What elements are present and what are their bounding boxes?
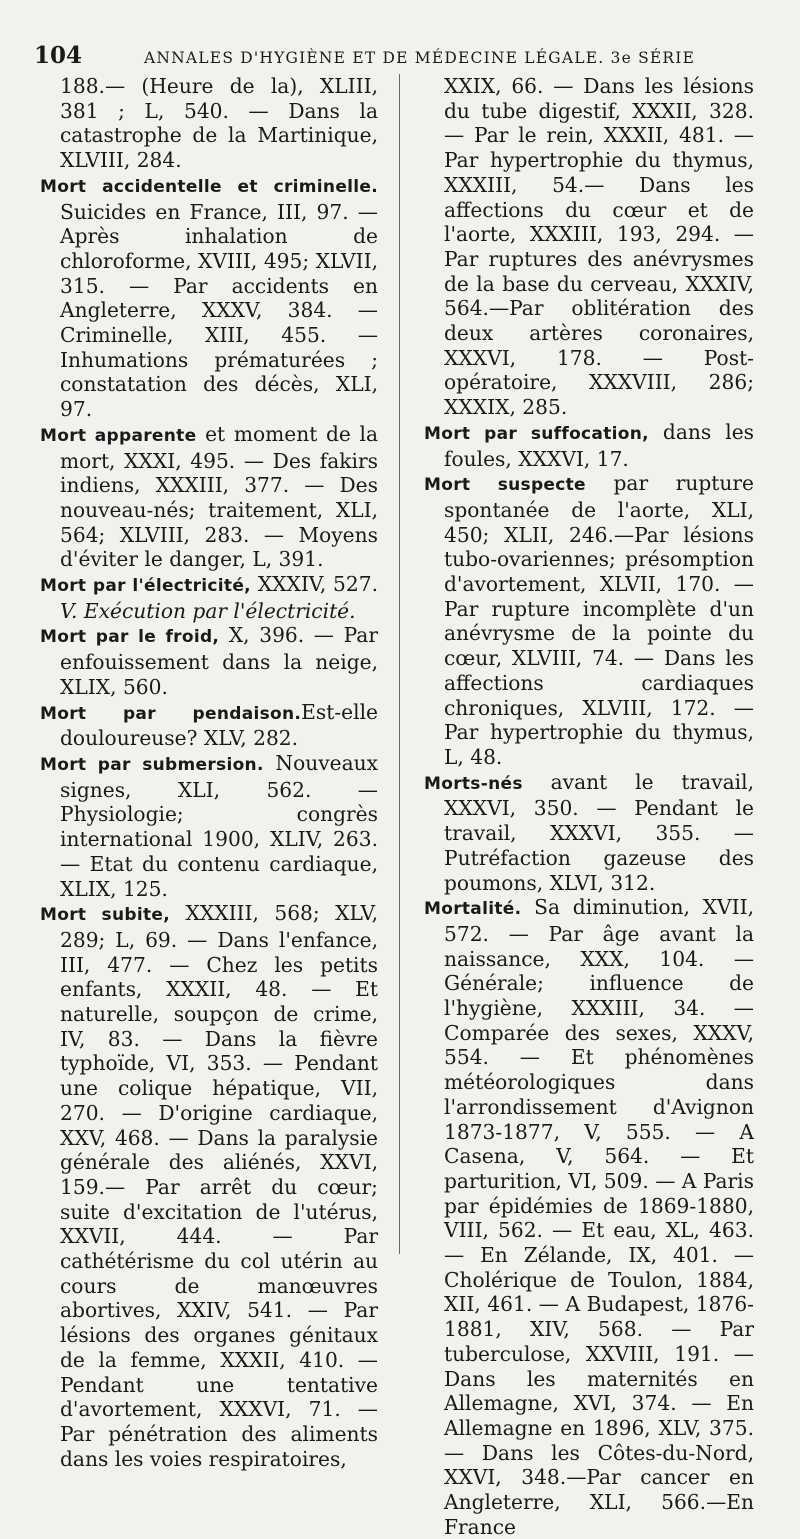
entry-text: Sa diminution, XVII, 572. — Par âge avant la naissance, XXX, 104. — Générale; influence de l'hygiène, XXXIII, 34. — Comparée des sexes, XXXV, 554. — Et phénomènes météorologiques dans l'arrondissement d'Avignon 1873-1877, V, 555. — A Casena, V, 564. — Et parturition, VI, 509. — A Paris par épidémies de 1869-1880, VIII, 562. — Et eau, XL, 463. — En Zélande, IX, 401. — Cholérique de Toulon, 1884, XII, 461. — A Budapest, 1876-1881, XIV, 568. — Par tuberculose, XXVIII, 191. — Dans les maternités en Allemagne, XVI, 374. — En Allemagne en 1896, XLV, 375. — Dans les Côtes-du-Nord, XXVI, 348.—Par cancer en Angleterre, XLI, 566.—En France [444, 895, 754, 1539]
entry-text: avant le travail, XXXVI, 350. — Pendant le travail, XXXVI, 355. — Putréfaction gazeuse des poumons, XLVI, 312. [444, 769, 754, 895]
index-entry [424, 770, 754, 896]
entry-heading: Mort par pendaison. [40, 703, 302, 724]
index-entry [424, 420, 754, 471]
entry-text: XXXIII, 568; XLV, 289; L, 69. — Dans l'enfance, III, 477. — Chez les petits enfants, XXXII, 48. — Et naturelle, soupçon de crime, IV, 83. — Dans la fièvre typhoïde, VI, 353. — Pendant une colique hépatique, VII, 270. — D'origine cardiaque, XXV, 468. — Dans la paralysie générale des aliénés, XXVI, 159.— Par arrêt du cœur; suite d'excitation de l'utérus, XXVII, 444. — Par cathétérisme du col utérin au cours de manœuvres abortives, XXIV, 541. — Par lésions des organes génitaux de la femme, XXXII, 410. — Pendant une tentative d'avortement, XXXVI, 71. — Par pénétration des aliments dans les voies respiratoires, [60, 901, 378, 1471]
entry-text: dans les foules, XXXVI, 17. [444, 419, 754, 471]
right-column [424, 74, 754, 1539]
entry-heading: Morts-nés [424, 773, 523, 794]
index-entry [424, 471, 754, 769]
entry-text: 188.— (Heure de la), XLIII, 381 ; L, 540. — Dans la catastrophe de la Martinique, XLVIII, 284. [60, 74, 378, 173]
index-entry [40, 901, 378, 1471]
column-divider [399, 74, 400, 1254]
index-entry [40, 751, 378, 901]
entry-heading: Mort accidentelle et criminelle. [40, 176, 378, 197]
index-entry [424, 74, 754, 420]
entry-heading: Mort apparente [40, 425, 197, 446]
index-entry [40, 572, 378, 623]
running-title: ANNALES D'HYGIÈNE ET DE MÉDECINE LÉGALE. 3e SÉRIE [144, 49, 696, 67]
entry-text: Nouveaux signes, XLI, 562. — Physiologie; congrès international 1900, XLIV, 263. — Etat du contenu cardiaque, XLIX, 125. [60, 750, 379, 901]
entry-heading: Mort par le froid, [40, 627, 220, 648]
entry-heading: Mort subite, [40, 905, 170, 926]
entry-heading: Mort par l'électricité, [40, 576, 251, 597]
index-entry [40, 623, 378, 699]
page-header [34, 42, 760, 72]
entry-text: X, 396. — Par enfouissement dans la neige, XLIX, 560. [60, 623, 378, 699]
page-number: 104 [34, 42, 83, 69]
entry-heading: Mort suspecte [424, 475, 586, 496]
index-entry [40, 700, 378, 751]
entry-cross-reference: V. Exécution par l'électricité. [60, 598, 356, 623]
entry-text: Suicides en France, III, 97. — Après inhalation de chloroforme, XVIII, 495; XLVII, 315. — Par accidents en Angleterre, XXXV, 384. — Criminelle, XIII, 455. — Inhumations prématurées ; constatation des décès, XLI, 97. [60, 199, 378, 422]
index-entry [424, 895, 754, 1539]
entry-heading: Mortalité. [424, 899, 522, 920]
entry-heading: Mort par submersion. [40, 754, 264, 775]
index-entry [40, 173, 378, 422]
index-entry [40, 422, 378, 572]
entry-text: XXXIV, 527. [250, 572, 378, 597]
entry-text: Est-elle douloureuse? XLV, 282. [60, 699, 378, 751]
index-entry [40, 74, 378, 173]
entry-text: XXIX, 66. — Dans les lésions du tube digestif, XXXII, 328. — Par le rein, XXXII, 481. — Par hypertrophie du thymus, XXXIII, 54.— Dans les affections du cœur et de l'aorte, XXXIII, 193, 294. — Par ruptures des anévrysmes de la base du cerveau, XXXIV, 564.—Par oblitération des deux artères coronaires, XXXVI, 178. — Post-opératoire, XXXVIII, 286; XXXIX, 285. [444, 74, 754, 420]
entry-text: par rupture spontanée de l'aorte, XLI, 450; XLII, 246.—Par lésions tubo-ovariennes; présomption d'avortement, XLVII, 170. — Par rupture incomplète d'un anévrysme de la pointe du cœur, XLVIII, 74. — Dans les affections cardiaques chroniques, XLVIII, 172. — Par hypertrophie du thymus, L, 48. [444, 471, 754, 769]
entry-heading: Mort par suffocation, [424, 423, 649, 444]
left-column [40, 74, 378, 1471]
entry-text: et moment de la mort, XXXI, 495. — Des fakirs indiens, XXXIII, 377. — Des nouveau-nés; traitement, XLI, 564; XLVIII, 283. — Moyens d'éviter le danger, L, 391. [60, 421, 379, 572]
